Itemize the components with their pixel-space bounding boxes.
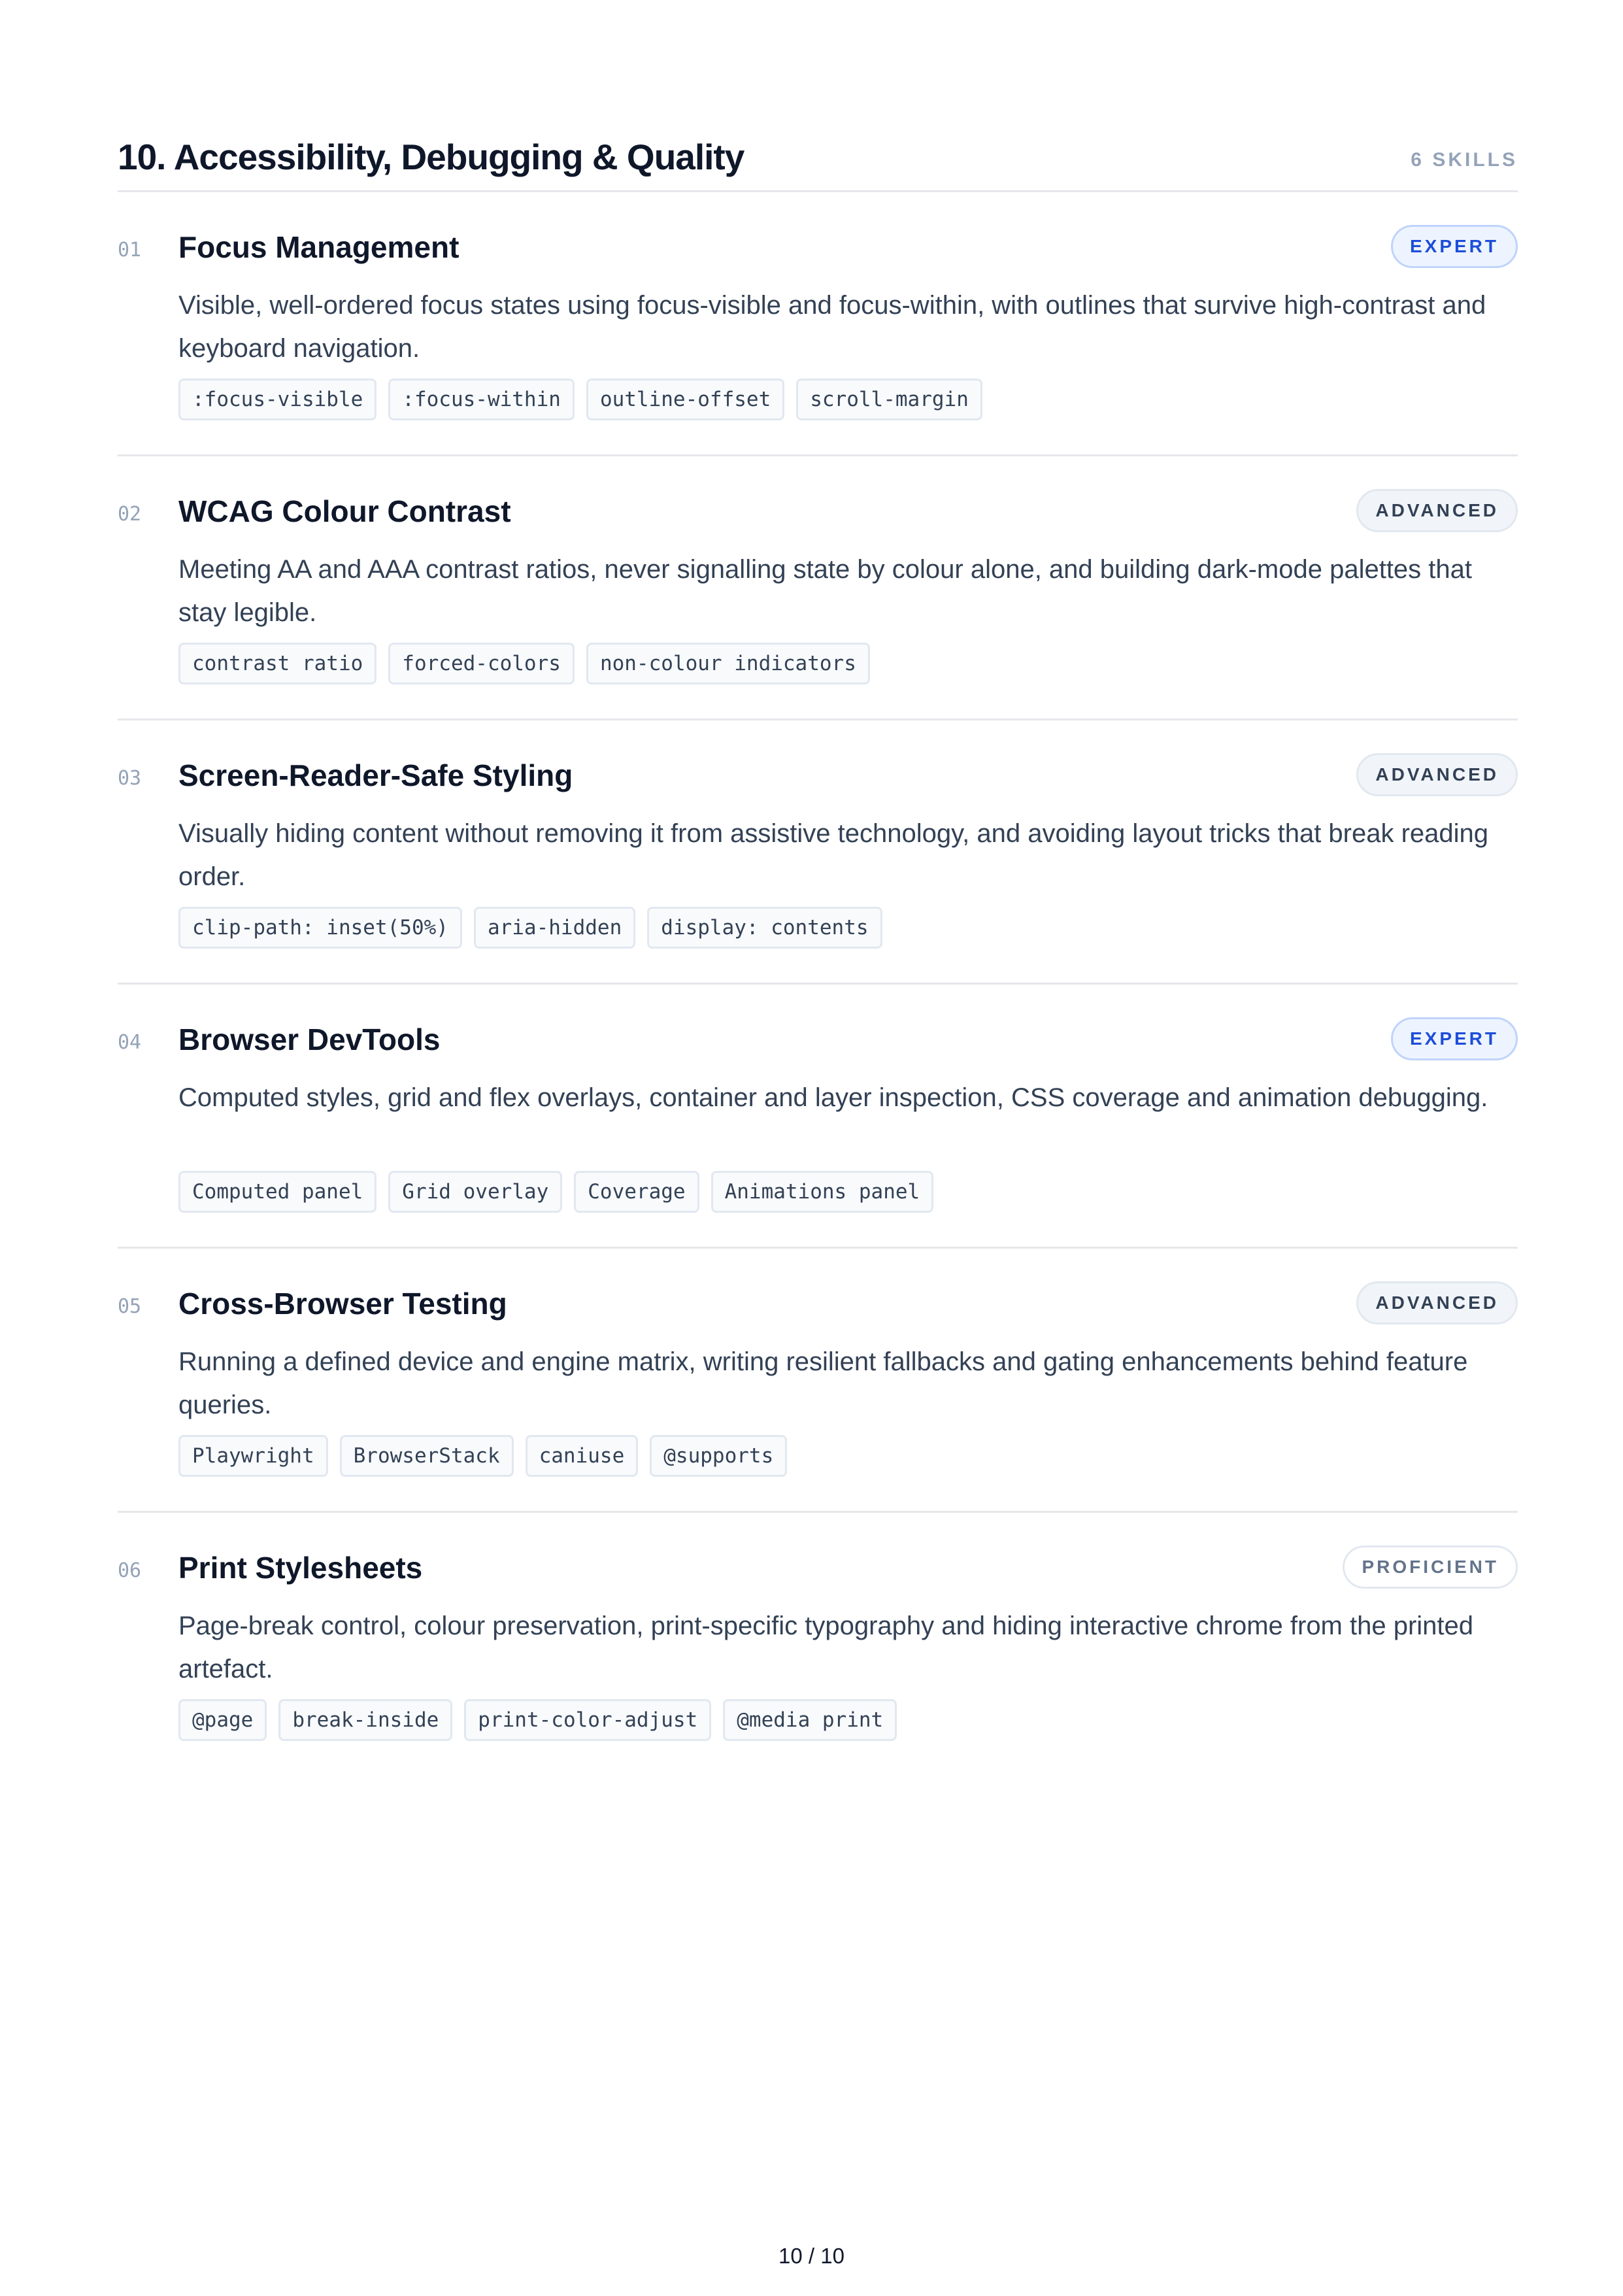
tag-list: [178, 907, 882, 949]
tag: Playwright: [178, 1435, 328, 1477]
skill-title: Focus Management: [178, 230, 460, 264]
section-header: [118, 128, 1518, 192]
level-badge: PROFICIENT: [1343, 1545, 1518, 1589]
skill-item: [118, 192, 1518, 456]
skill-number: 05: [118, 1295, 142, 1318]
skill-item: [118, 1513, 1518, 1777]
tag: Animations panel: [711, 1171, 934, 1213]
tag-list: [178, 379, 982, 420]
skill-title: Print Stylesheets: [178, 1551, 423, 1585]
section-title: 10. Accessibility, Debugging & Quality: [118, 136, 745, 177]
skills-section: [118, 128, 1518, 1777]
skill-number: 04: [118, 1031, 142, 1054]
skill-description: Visible, well-ordered focus states using focus-visible and focus-within, with outlines that survive high-contrast and keyboard navigation.: [178, 291, 1486, 363]
tag: BrowserStack: [340, 1435, 514, 1477]
tag: outline-offset: [586, 379, 784, 420]
skill-description: Meeting AA and AAA contrast ratios, never signalling state by colour alone, and building dark-mode palettes that stay legible.: [178, 555, 1473, 627]
skill-number: 01: [118, 239, 142, 262]
tag: @page: [178, 1699, 267, 1741]
level-badge: EXPERT: [1391, 1017, 1518, 1060]
skill-number: 03: [118, 767, 142, 790]
level-badge: EXPERT: [1391, 225, 1518, 268]
tag: @media print: [723, 1699, 897, 1741]
tag-list: [178, 1171, 933, 1213]
tag-list: [178, 1699, 897, 1741]
tag: forced-colors: [388, 643, 575, 684]
skill-title: Screen-Reader-Safe Styling: [178, 758, 573, 792]
skill-description: Page-break control, colour preservation, print-specific typography and hiding interactive chrome from the printed artefact.: [178, 1612, 1474, 1683]
skill-description: Running a defined device and engine matrix, writing resilient fallbacks and gating enhancements behind feature queries.: [178, 1347, 1468, 1419]
skill-number: 02: [118, 503, 142, 526]
tag: aria-hidden: [474, 907, 635, 949]
tag: contrast ratio: [178, 643, 376, 684]
tag: break-inside: [278, 1699, 452, 1741]
tag: Computed panel: [178, 1171, 376, 1213]
skill-item: [118, 720, 1518, 985]
skill-description: Computed styles, grid and flex overlays, container and layer inspection, CSS coverage and animation debugging.: [178, 1083, 1488, 1112]
skill-title: Cross-Browser Testing: [178, 1287, 507, 1321]
tag-list: [178, 643, 870, 684]
level-badge: ADVANCED: [1356, 1281, 1518, 1325]
tag: display: contents: [647, 907, 882, 949]
skill-item: [118, 456, 1518, 720]
level-badge: ADVANCED: [1356, 489, 1518, 532]
tag: :focus-within: [388, 379, 575, 420]
tag: scroll-margin: [796, 379, 982, 420]
level-badge: ADVANCED: [1356, 753, 1518, 796]
skill-description: Visually hiding content without removing it from assistive technology, and avoiding layout tricks that break reading order.: [178, 819, 1489, 891]
skill-title: WCAG Colour Contrast: [178, 494, 511, 528]
skill-count: 6 SKILLS: [1411, 148, 1518, 171]
tag: Coverage: [574, 1171, 699, 1213]
tag: non-colour indicators: [586, 643, 870, 684]
tag: clip-path: inset(50%): [178, 907, 462, 949]
skill-item: [118, 1249, 1518, 1513]
tag: Grid overlay: [388, 1171, 562, 1213]
page-number: 10 / 10: [778, 2244, 845, 2268]
tag-list: [178, 1435, 787, 1477]
skill-number: 06: [118, 1559, 142, 1582]
tag: :focus-visible: [178, 379, 376, 420]
tag: caniuse: [526, 1435, 639, 1477]
skill-title: Browser DevTools: [178, 1022, 441, 1056]
skill-item: [118, 985, 1518, 1249]
tag: @supports: [650, 1435, 787, 1477]
tag: print-color-adjust: [464, 1699, 711, 1741]
skill-list: [118, 192, 1518, 1777]
